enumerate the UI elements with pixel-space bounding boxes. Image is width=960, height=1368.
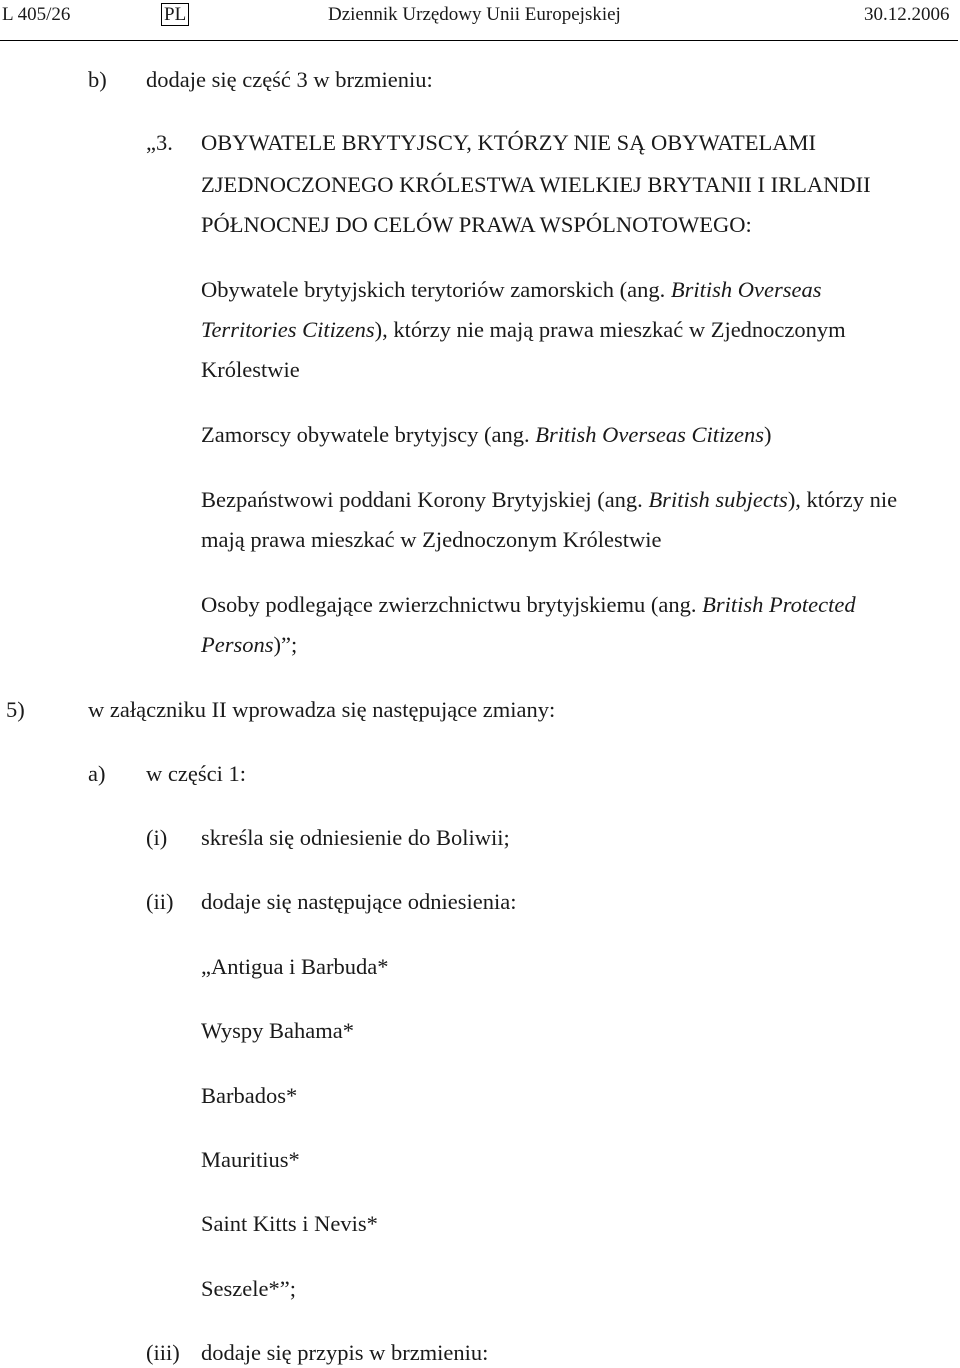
country-item: Barbados* [201, 1083, 298, 1108]
country-item: „Antigua i Barbuda* [201, 954, 389, 979]
sub-iii-label: (iii) [146, 1340, 180, 1365]
publication-date: 30.12.2006 [864, 4, 950, 25]
point-5-label: 5) [6, 697, 25, 722]
country-item: Mauritius* [201, 1147, 300, 1172]
part-3-title-line-2: ZJEDNOCZONEGO KRÓLESTWA WIELKIEJ BRYTANII I IRLANDII [201, 172, 871, 197]
page-reference: L 405/26 [2, 4, 71, 25]
paragraph-1-line-3: Królestwie [201, 357, 300, 382]
point-5-text: w załączniku II wprowadza się następujące zmiany: [88, 697, 556, 722]
sub-i-text: skreśla się odniesienie do Boliwii; [201, 825, 510, 850]
language-code-box: PL [161, 3, 189, 26]
part-3-title-line-1: OBYWATELE BRYTYJSCY, KTÓRZY NIE SĄ OBYWATELAMI [201, 130, 817, 155]
sub-ii-label: (ii) [146, 889, 174, 914]
paragraph-3-line-1: Bezpaństwowi poddani Korony Brytyjskiej (ang. British subjects), którzy nie [201, 487, 898, 512]
paragraph-1-line-1: Obywatele brytyjskich terytoriów zamorskich (ang. British Overseas [201, 277, 822, 302]
paragraph-2: Zamorscy obywatele brytyjscy (ang. British Overseas Citizens) [201, 422, 772, 447]
sub-i-label: (i) [146, 825, 168, 850]
country-item: Wyspy Bahama* [201, 1018, 354, 1043]
journal-title: Dziennik Urzędowy Unii Europejskiej [328, 4, 621, 25]
sub-ii-text: dodaje się następujące odniesienia: [201, 889, 517, 914]
header-rule [0, 40, 958, 41]
country-item: Seszele*”; [201, 1276, 296, 1301]
paragraph-4-line-1: Osoby podlegające zwierzchnictwu brytyjskiemu (ang. British Protected [201, 592, 856, 617]
part-3-title-line-3: PÓŁNOCNEJ DO CELÓW PRAWA WSPÓLNOTOWEGO: [201, 212, 752, 237]
point-b-text: dodaje się część 3 w brzmieniu: [146, 67, 433, 92]
point-a-text: w części 1: [146, 761, 246, 786]
sub-iii-text: dodaje się przypis w brzmieniu: [201, 1340, 489, 1365]
point-b-label: b) [88, 67, 107, 92]
paragraph-1-line-2: Territories Citizens), którzy nie mają prawa mieszkać w Zjednoczonym [201, 317, 846, 342]
country-item: Saint Kitts i Nevis* [201, 1211, 378, 1236]
point-a-label: a) [88, 761, 106, 786]
language-code [161, 4, 189, 26]
part-3-number: „3. [146, 130, 173, 155]
paragraph-3-line-2: mają prawa mieszkać w Zjednoczonym Królestwie [201, 527, 662, 552]
paragraph-4-line-2: Persons)”; [201, 632, 298, 657]
